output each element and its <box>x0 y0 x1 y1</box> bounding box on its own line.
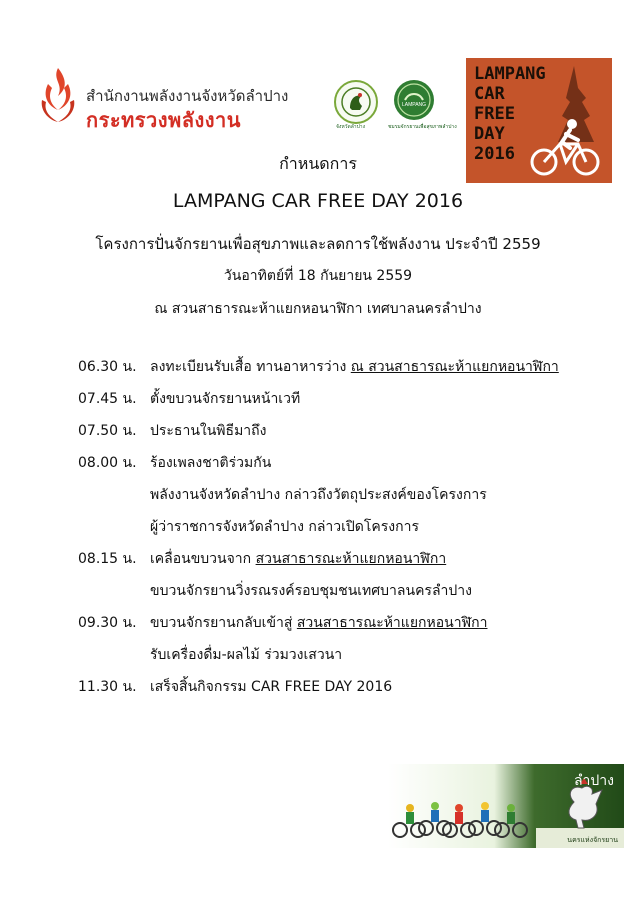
seal2-mark: LAMPANG <box>401 102 427 108</box>
activity-text: พลังงานจังหวัดลำปาง กล่าวถึงวัตถุประสงค์ของโครงการ <box>150 487 487 503</box>
schedule-row <box>78 644 598 676</box>
schedule-activity <box>150 548 446 570</box>
schedule-row <box>78 516 598 548</box>
schedule-row <box>78 580 598 612</box>
schedule-row <box>78 452 598 484</box>
event-venue: ณ สวนสาธารณะห้าแยกหอนาฬิกา เทศบาลนครลำปาง <box>154 301 482 317</box>
badge-line-5: 2016 <box>474 144 515 164</box>
energy-ministry-logo-icon <box>38 66 78 124</box>
activity-text: ตั้งขบวนจักรยานหน้าเวที <box>150 391 301 407</box>
activity-text: เสร็จสิ้นกิจกรรม CAR FREE DAY 2016 <box>150 679 393 695</box>
cycling-city-caption: นครแห่งจักรยาน <box>567 836 618 844</box>
ministry-office-name: สำนักงานพลังงานจังหวัดลำปาง <box>86 87 289 105</box>
schedule-time: 08.15 น. <box>78 551 137 567</box>
event-date: วันอาทิตย์ที่ 18 กันยายน 2559 <box>223 268 413 284</box>
activity-text: ประธานในพิธีมาถึง <box>150 423 267 439</box>
schedule-activity <box>150 356 559 378</box>
schedule-activity <box>150 644 342 666</box>
schedule-activity <box>150 420 266 442</box>
schedule-time: 11.30 น. <box>78 679 137 695</box>
schedule-time: 06.30 น. <box>78 359 137 375</box>
schedule-row <box>78 420 598 452</box>
seal1-caption: จังหวัดลำปาง <box>336 124 366 130</box>
badge-line-4: DAY <box>474 124 505 144</box>
schedule-row <box>78 388 598 420</box>
activity-text: รับเครื่องดื่ม-ผลไม้ ร่วมวงเสวนา <box>150 647 343 663</box>
schedule-activity <box>150 612 487 634</box>
activity-text: ลงทะเบียนรับเสื้อ ทานอาหารว่าง <box>150 359 351 375</box>
schedule-list <box>78 356 598 708</box>
schedule-activity <box>150 452 271 474</box>
activity-text: เคลื่อนขบวนจาก <box>150 551 256 567</box>
schedule-activity <box>150 388 300 410</box>
badge-line-1: LAMPANG <box>474 64 546 84</box>
lampang-cycling-banner <box>388 764 624 848</box>
cycling-club-seal-icon <box>394 80 434 120</box>
badge-line-2: CAR <box>474 84 505 104</box>
lampang-label: ลำปาง <box>573 773 614 789</box>
schedule-time: 07.45 น. <box>78 391 137 407</box>
activity-text: ขบวนจักรยานวิ่งรณรงค์รอบชุมชนเทศบาลนครลำปาง <box>150 583 472 599</box>
schedule-activity <box>150 516 419 538</box>
activity-location: ณ สวนสาธารณะห้าแยกหอนาฬิกา <box>350 359 559 375</box>
schedule-activity <box>150 676 392 698</box>
schedule-activity <box>150 580 472 602</box>
activity-text: ผู้ว่าราชการจังหวัดลำปาง กล่าวเปิดโครงการ <box>150 519 420 535</box>
schedule-row <box>78 484 598 516</box>
schedule-row <box>78 676 598 708</box>
schedule-row <box>78 612 598 644</box>
schedule-row <box>78 356 598 388</box>
activity-text: ร้องเพลงชาติร่วมกัน <box>150 455 272 471</box>
activity-location: สวนสาธารณะห้าแยกหอนาฬิกา <box>255 551 447 567</box>
seal2-caption: ชมรมจักรยานเพื่อสุขภาพลำปาง <box>388 124 457 130</box>
schedule-row <box>78 548 598 580</box>
schedule-time: 08.00 น. <box>78 455 137 471</box>
project-title: โครงการปั่นจักรยานเพื่อสุขภาพและลดการใช้พลังงาน ประจำปี 2559 <box>95 235 541 253</box>
agenda-heading: กำหนดการ <box>279 154 357 173</box>
badge-line-3: FREE <box>474 104 515 124</box>
schedule-time: 07.50 น. <box>78 423 137 439</box>
event-title: LAMPANG CAR FREE DAY 2016 <box>172 190 464 212</box>
schedule-time: 09.30 น. <box>78 615 137 631</box>
schedule-activity <box>150 484 487 506</box>
activity-location: สวนสาธารณะห้าแยกหอนาฬิกา <box>296 615 488 631</box>
ministry-name: กระทรวงพลังงาน <box>86 108 241 132</box>
activity-text: ขบวนจักรยานกลับเข้าสู่ <box>150 615 297 631</box>
lampang-province-seal-icon <box>334 80 378 124</box>
